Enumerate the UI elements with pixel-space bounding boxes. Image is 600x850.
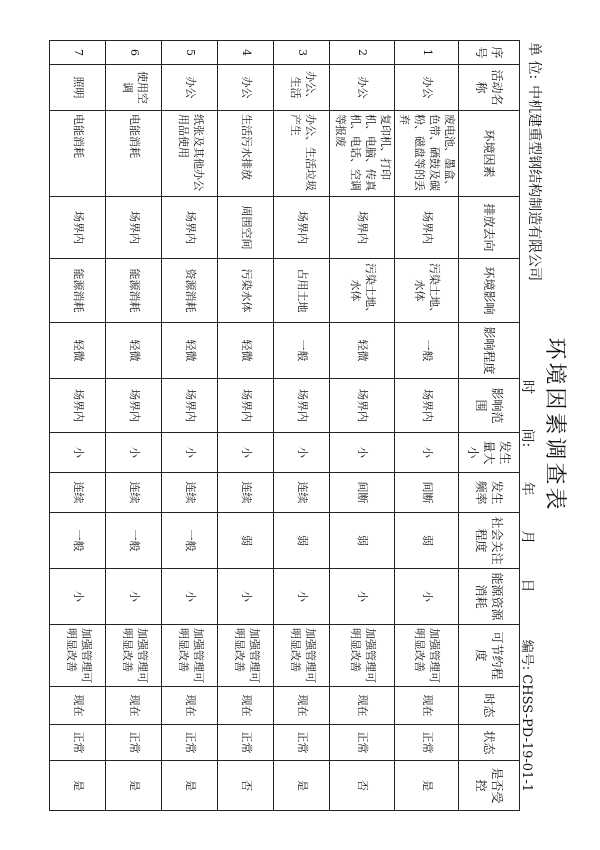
cell-social-concern: 一般 [50,513,106,569]
cell-saving: 加强管理可明显改善 [274,625,330,687]
cell-scope: 场界内 [330,379,394,433]
cell-frequency: 连续 [50,473,106,513]
col-header: 影响程度 [459,323,520,379]
cell-tense: 现在 [50,687,106,725]
col-header: 序号 [459,41,520,65]
col-header: 能源资源消耗 [459,569,520,625]
cell-destination: 场界内 [394,197,458,259]
cell-scope: 场界内 [106,379,162,433]
col-header: 可节约程度 [459,625,520,687]
cell-index: 4 [218,41,274,65]
cell-resource: 小 [162,569,218,625]
cell-state: 正常 [394,725,458,761]
cell-tense: 现在 [330,687,394,725]
cell-controlled: 是 [394,761,458,811]
cell-activity: 办公 [394,65,458,111]
cell-degree: 一般 [394,323,458,379]
cell-amount: 小 [218,433,274,473]
table-row [50,41,106,811]
cell-frequency: 连续 [106,473,162,513]
col-header: 环境因素 [459,111,520,197]
cell-resource: 小 [274,569,330,625]
cell-impact: 资源消耗 [162,259,218,323]
document-code: 编号: CHSS-PD-19-01-1 [519,639,534,792]
cell-activity: 办公 [218,65,274,111]
form-title: 环境因素调查表 [542,337,567,513]
cell-controlled: 否 [218,761,274,811]
col-header: 是否受控 [459,761,520,811]
cell-state: 正常 [218,725,274,761]
cell-degree: 轻微 [162,323,218,379]
cell-saving: 加强管理可明显改善 [50,625,106,687]
cell-controlled: 是 [106,761,162,811]
cell-state: 正常 [330,725,394,761]
cell-impact: 占用土地 [274,259,330,323]
cell-amount: 小 [330,433,394,473]
cell-amount: 小 [394,433,458,473]
time-label: 时 间: [519,380,535,448]
cell-index: 7 [50,41,106,65]
unit-label: 单 位: [526,42,542,80]
unit-line [525,42,545,287]
cell-impact: 能源消耗 [106,259,162,323]
cell-destination: 场界内 [106,197,162,259]
table-row [274,41,330,811]
col-header: 发生频率 [459,473,520,513]
cell-index: 2 [330,41,394,65]
cell-tense: 现在 [394,687,458,725]
cell-social-concern: 一般 [106,513,162,569]
cell-resource: 小 [106,569,162,625]
cell-destination: 周围空间 [218,197,274,259]
cell-amount: 小 [50,433,106,473]
table-row [330,41,394,811]
table-row [162,41,218,811]
cell-degree: 轻微 [106,323,162,379]
time-fields: 年 月 日 [519,481,535,593]
cell-impact: 能源消耗 [50,259,106,323]
cell-tense: 现在 [218,687,274,725]
col-header: 状态 [459,725,520,761]
table-row [394,41,458,811]
cell-social-concern: 弱 [394,513,458,569]
cell-degree: 轻微 [330,323,394,379]
cell-degree: 轻微 [218,323,274,379]
unit-value: 中机建重型钢结构制造有限公司 [526,85,542,282]
col-header: 时态 [459,687,520,725]
cell-state: 正常 [274,725,330,761]
cell-social-concern: 弱 [218,513,274,569]
cell-tense: 现在 [106,687,162,725]
cell-factor: 废电池、墨盒、色带、硒鼓及碳粉、磁盘等的丢弃 [394,111,458,197]
cell-state: 正常 [106,725,162,761]
col-header: 社会关注程度 [459,513,520,569]
table-row [106,41,162,811]
cell-state: 正常 [162,725,218,761]
col-header: 发生量大 小 [459,433,520,473]
cell-controlled: 是 [162,761,218,811]
cell-saving: 加强管理可明显改善 [330,625,394,687]
cell-tense: 现在 [274,687,330,725]
cell-frequency: 连续 [218,473,274,513]
cell-resource: 小 [218,569,274,625]
cell-scope: 场界内 [50,379,106,433]
cell-impact: 污染土地、水体 [330,259,394,323]
cell-scope: 场界内 [274,379,330,433]
cell-activity: 办公、生活 [274,65,330,111]
cell-factor: 纸张及其他办公用品使用 [162,111,218,197]
cell-state: 正常 [50,725,106,761]
survey-table [49,40,520,811]
cell-activity: 办公 [330,65,394,111]
cell-activity: 办公 [162,65,218,111]
cell-factor: 复印机、打印机、电脑、传真机、电话、空调等报废 [330,111,394,197]
cell-degree: 轻微 [50,323,106,379]
cell-impact: 污染水体 [218,259,274,323]
cell-scope: 场界内 [218,379,274,433]
cell-degree: 一般 [274,323,330,379]
cell-resource: 小 [394,569,458,625]
cell-controlled: 否 [330,761,394,811]
time-line [518,380,538,593]
cell-frequency: 间断 [394,473,458,513]
cell-saving: 加强管理可明显改善 [218,625,274,687]
col-header: 影响范围 [459,379,520,433]
cell-tense: 现在 [162,687,218,725]
cell-index: 5 [162,41,218,65]
cell-controlled: 是 [50,761,106,811]
cell-destination: 场界内 [330,197,394,259]
col-header: 排放去向 [459,197,520,259]
table-row [218,41,274,811]
cell-saving: 加强管理可明显改善 [394,625,458,687]
cell-amount: 小 [106,433,162,473]
cell-factor: 生活污水排放 [218,111,274,197]
cell-amount: 小 [162,433,218,473]
col-header: 活动名称 [459,65,520,111]
cell-saving: 加强管理可明显改善 [162,625,218,687]
cell-factor: 电能消耗 [106,111,162,197]
cell-index: 1 [394,41,458,65]
cell-frequency: 间断 [330,473,394,513]
col-header: 环境影响 [459,259,520,323]
cell-factor: 电能消耗 [50,111,106,197]
cell-frequency: 连续 [274,473,330,513]
cell-saving: 加强管理可明显改善 [106,625,162,687]
cell-destination: 场界内 [162,197,218,259]
cell-scope: 场界内 [394,379,458,433]
cell-activity: 使用空调 [106,65,162,111]
cell-resource: 小 [330,569,394,625]
cell-controlled: 是 [274,761,330,811]
cell-index: 3 [274,41,330,65]
cell-resource: 小 [50,569,106,625]
cell-social-concern: 一般 [162,513,218,569]
cell-destination: 场界内 [50,197,106,259]
cell-amount: 小 [274,433,330,473]
cell-frequency: 连续 [162,473,218,513]
cell-scope: 场界内 [162,379,218,433]
cell-factor: 办公、生活垃圾产生 [274,111,330,197]
cell-social-concern: 弱 [330,513,394,569]
cell-social-concern: 弱 [274,513,330,569]
header-row [459,41,520,811]
cell-activity: 照明 [50,65,106,111]
cell-impact: 污染土地、水体 [394,259,458,323]
cell-index: 6 [106,41,162,65]
cell-destination: 场界内 [274,197,330,259]
